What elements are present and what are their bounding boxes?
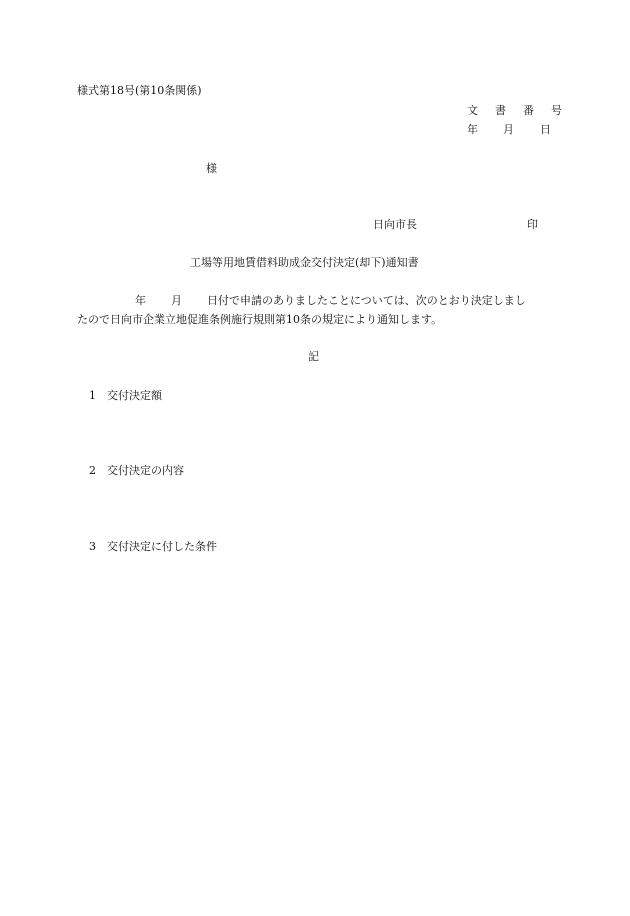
form-label: 様式第18号(第10条関係) [77,84,202,97]
item-3-number: 3 [89,540,96,553]
body-line2: たので日向市企業立地促進条例施行規則第10条の規定により通知します。 [77,313,443,326]
body-year: 年 [135,294,146,307]
body-line1: 日付で申請のありましたことについては、次のとおり決定しまし [207,294,526,307]
document-title: 工場等用地賃借料助成金交付決定(却下)通知書 [190,256,419,269]
body-month: 月 [171,294,182,307]
item-2-number: 2 [89,464,96,477]
date-year: 年 [467,123,478,136]
issuer-name: 日向市長 [373,218,417,231]
addressee-suffix: 様 [206,162,217,175]
ki-heading: 記 [308,350,319,363]
item-3-label: 交付決定に付した条件 [107,540,217,553]
item-1-label: 交付決定額 [107,389,162,402]
document-number-label: 文 書 番 号 [467,104,565,117]
date-day: 日 [540,123,551,136]
item-1-number: 1 [89,389,96,402]
seal-mark: 印 [527,218,538,231]
date-month: 月 [503,123,514,136]
item-2-label: 交付決定の内容 [107,464,184,477]
